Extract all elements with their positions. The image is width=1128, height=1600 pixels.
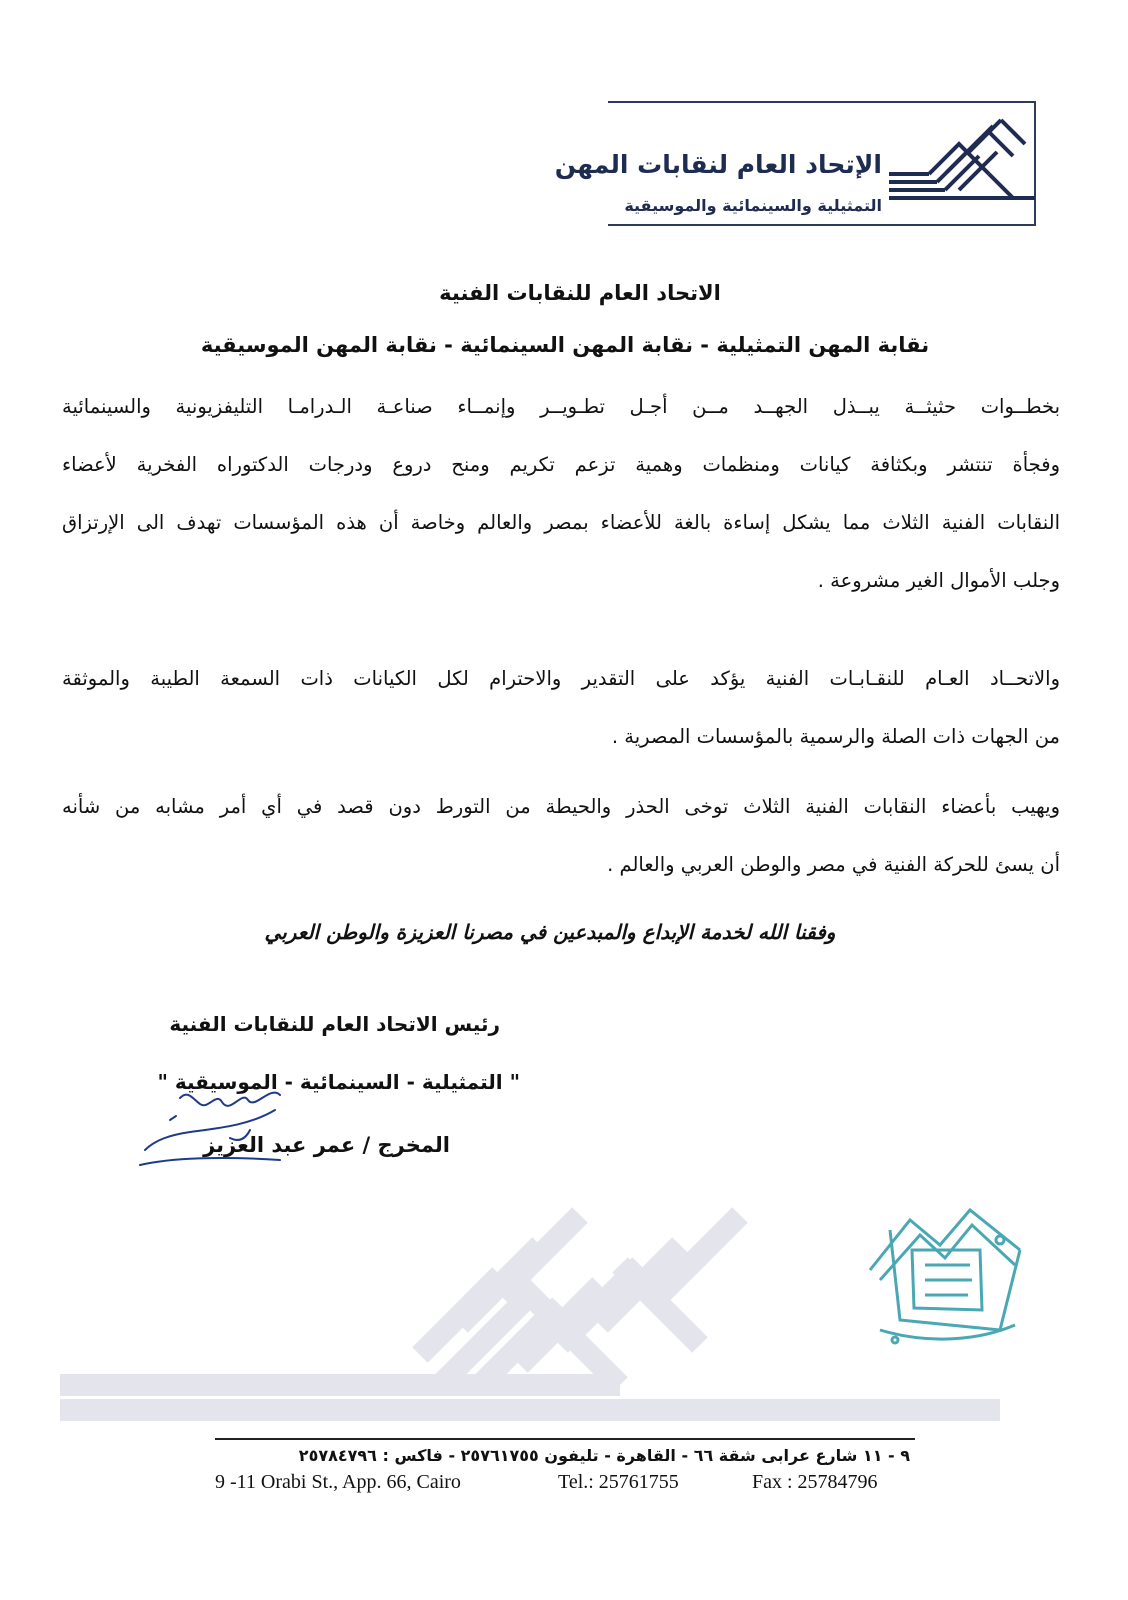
paragraph-3 [62, 778, 1060, 894]
closing-line: وفقنا الله لخدمة الإبداع والمبدعين في مصرنا العزيزة والوطن العربي [264, 920, 836, 944]
footer-telephone: Tel.: 25761755 [558, 1471, 679, 1493]
paragraph-line: بخطــوات حثيثــة يبــذل الجهــد مــن أجـل تطـويــر وإنمــاء صناعـة الـدرامـا التليفزيونية والسينمائية [62, 395, 1060, 418]
footer-fax: Fax : 25784796 [752, 1471, 878, 1493]
header-bottom-rule [608, 224, 1036, 226]
official-stamp-icon [850, 1190, 1040, 1350]
union-logo-icon [889, 112, 1037, 216]
header-top-rule [608, 101, 1036, 103]
paragraph-line: من الجهات ذات الصلة والرسمية بالمؤسسات المصرية . [611, 725, 1060, 748]
paragraph-1 [62, 378, 1060, 610]
handwritten-signature-icon [130, 1080, 290, 1175]
paragraph-line: النقابات الفنية الثلاث مما يشكل إساءة بالغة للأعضاء بمصر والعالم وخاصة أن هذه المؤسسات تهدف الى الإرتزاق [62, 511, 1060, 534]
paragraph-line: والاتحــاد العـام للنقـابـات الفنية يؤكد على التقدير والاحترام لكل الكيانات ذات السمعة الطيبة والموثقة [62, 667, 1060, 690]
signatory-title: رئيس الاتحاد العام للنقابات الفنية [169, 1012, 500, 1036]
org-subtitle: التمثيلية والسينمائية والموسيقية [624, 196, 882, 215]
footer-rule [215, 1438, 915, 1440]
signatory-name: المخرج / عمر عبد العزيز [203, 1133, 450, 1157]
footer-address-english: 9 -11 Orabi St., App. 66, Cairo [215, 1471, 461, 1493]
paragraph-line: وفجأة تنتشر وبكثافة كيانات ومنظمات وهمية تزعم تكريم ومنح دروع ودرجات الدكتوراه الفخرية لأعضاء [62, 453, 1060, 476]
paragraph-line: وجلب الأموال الغير مشروعة . [817, 569, 1060, 592]
footer-address-arabic: ٩ - ١١ شارع عرابى شقة ٦٦ - القاهرة - تليفون ٢٥٧٦١٧٥٥ - فاكس : ٢٥٧٨٤٧٩٦ [298, 1446, 910, 1465]
org-name: الإتحاد العام لنقابات المهن [554, 150, 882, 179]
signatory-subtitle: " التمثيلية - السينمائية - الموسيقية " [157, 1070, 520, 1094]
letter-subtitle: نقابة المهن التمثيلية - نقابة المهن السينمائية - نقابة المهن الموسيقية [200, 333, 930, 357]
paragraph-line: أن يسئ للحركة الفنية في مصر والوطن العربي والعالم . [607, 853, 1060, 876]
paragraph-2 [62, 650, 1060, 766]
paragraph-line: ويهيب بأعضاء النقابات الفنية الثلاث توخى الحذر والحيطة من التورط دون قصد في أي أمر مشابه من شأنه [62, 795, 1060, 818]
letter-title: الاتحاد العام للنقابات الفنية [439, 281, 721, 305]
